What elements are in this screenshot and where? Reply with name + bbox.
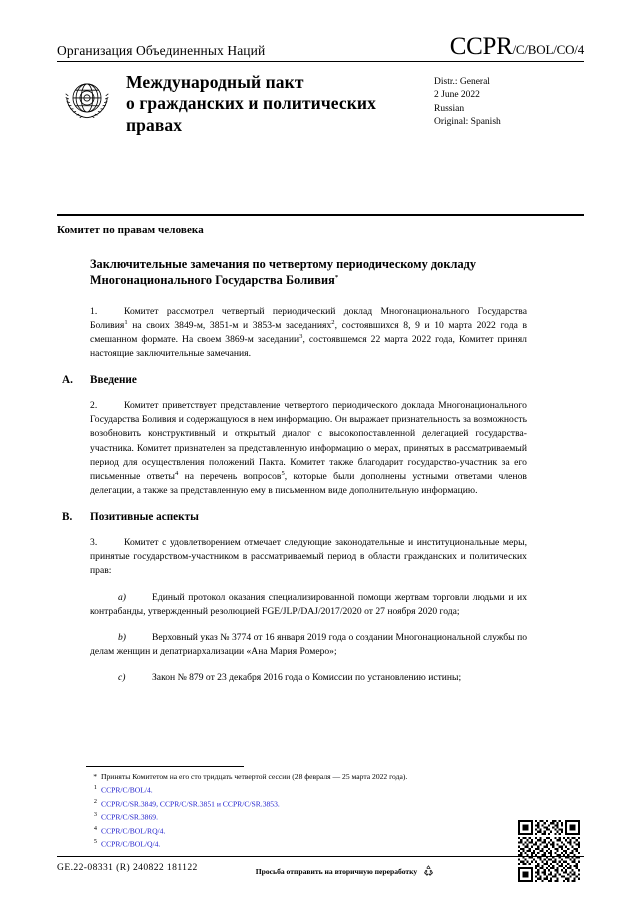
footnote-text: Приняты Комитетом на его сто тридцать четвертой сессии (28 февраля — 25 марта 2022 года).	[101, 772, 408, 781]
footnote-2	[86, 797, 516, 811]
paragraph-2-text-c: , которые были дополнены устными ответами членов делегации, а также за представленную ему в письменном виде дополнительную информацию.	[90, 470, 527, 496]
masthead	[57, 34, 584, 136]
list-item-text: Верховный указ № 3774 от 16 января 2019 года о создании Многонациональной службы по делам женщин и депатриархализации «Ана Мария Ромеро»;	[90, 631, 527, 657]
section-heading-a	[62, 374, 584, 386]
footnote-3	[86, 810, 516, 824]
paragraph-3	[90, 536, 527, 578]
paragraph-1-text-b: на своих 3849-м, 3851-м и 3853-м заседаниях	[127, 320, 332, 332]
list-item	[90, 631, 527, 659]
header-section-rule	[57, 214, 584, 216]
recycle-icon	[420, 870, 435, 879]
footnote-marker: 5	[93, 838, 97, 846]
paragraph-1-text-a: Комитет рассмотрел четвертый периодический доклад Многонационального Государства Боливия	[90, 306, 527, 332]
committee-name: Комитет по правам человека	[57, 224, 204, 236]
paragraph-2-footnote-5: 5	[281, 469, 285, 477]
list-item-label: b)	[118, 631, 126, 643]
footnote-1	[86, 783, 516, 797]
page-footer	[57, 862, 584, 879]
un-emblem-icon	[61, 73, 113, 125]
footnote-link[interactable]: CCPR/C/BOL/4.	[101, 785, 153, 795]
list-item-text: Закон № 879 от 23 декабря 2016 года о Комиссии по установлению истины;	[152, 672, 462, 684]
paragraph-1-text-c: , состоявшихся 8, 9 и 10 марта 2022 года в смешанном формате. На своем 3869-м заседании	[90, 320, 527, 346]
covenant-title-line-1: Международный пакт	[126, 72, 304, 92]
covenant-title	[126, 71, 426, 136]
masthead-body-row	[57, 71, 584, 136]
covenant-title-line-2: о гражданских и политических	[126, 93, 376, 114]
document-title-text: Заключительные замечания по четвертому периодическому докладу Многонационального Государства Боливия	[90, 257, 477, 288]
list-item	[90, 591, 527, 619]
section-heading-b	[62, 511, 584, 523]
organization-name: Организация Объединенных Наций	[57, 43, 266, 59]
footnote-marker: *	[93, 772, 97, 781]
document-date: 2 June 2022	[434, 90, 480, 101]
section-b-title: Позитивные аспекты	[90, 510, 199, 523]
footnote-4	[86, 824, 516, 838]
footnote-marker: 3	[93, 811, 97, 819]
recycle-note	[256, 862, 435, 879]
document-symbol-main: CCPR	[449, 33, 513, 60]
document-symbol	[450, 34, 584, 59]
paragraph-3-text: Комитет с удовлетворением отмечает следующие законодательные и институциональные меры, принятые государством-участником в рассматриваемый период в области гражданских и политических прав:	[90, 536, 527, 576]
footnote-marker: 1	[93, 783, 97, 791]
footnote-separator	[86, 766, 244, 767]
footnote-marker: 2	[93, 797, 97, 805]
recycle-note-text: Просьба отправить на вторичную переработку	[255, 867, 418, 876]
original-language: Original: Spanish	[434, 117, 501, 128]
distribution-type: Distr.: General	[434, 77, 490, 87]
covenant-title-line-3: правах	[126, 114, 183, 135]
document-title	[90, 256, 522, 288]
job-number: GE.22-08331 (R) 240822 181122	[57, 862, 198, 873]
list-item-label: a)	[118, 591, 126, 603]
footnote-5	[86, 837, 516, 851]
paragraph-1	[90, 305, 527, 361]
paragraph-1-footnote-1: 1	[124, 319, 128, 327]
list-item-text: Единый протокол оказания специализированной помощи жертвам торговли людьми и их контрабанды, утвержденный резолюцией FGE/JLP/DAJ/2017/2020 от 27 ноября 2020 года;	[90, 591, 527, 617]
section-a-letter: A.	[62, 374, 73, 387]
paragraph-3-number: 3.	[90, 536, 98, 548]
paragraph-2	[90, 399, 527, 497]
masthead-divider	[57, 61, 584, 62]
paragraph-1-text-d: , состоявшемся 22 марта 2022 года, Комитет принял настоящие заключительные замечания.	[90, 334, 527, 360]
paragraph-1-footnote-2: 2	[331, 319, 335, 327]
paragraph-2-footnote-4: 4	[175, 469, 179, 477]
masthead-top-row	[57, 34, 584, 61]
footnote-link[interactable]: CCPR/C/SR.3869.	[101, 812, 158, 822]
footnote-link[interactable]: CCPR/C/BOL/RQ/4.	[101, 826, 166, 836]
document-language: Russian	[434, 103, 465, 114]
footnote-marker: 4	[93, 824, 97, 832]
paragraph-1-footnote-3: 3	[299, 333, 303, 341]
document-content	[57, 224, 584, 697]
paragraph-2-text-b: на перечень вопросов	[178, 470, 282, 482]
paragraph-2-text-a: Комитет приветствует представление четвертого периодического доклада Многонационального Государства Боливия и содержащуюся в нем информацию. Он выражает признательность за возможность возобновить конструктивный и открытый диалог с высокопоставленной делегацией государства-участника. Комитет признателен за представленную информацию о мерах, принятых в рассматриваемый период для осуществления положений Пакта. Комитет также благодарит государство-участник за его письменные ответы	[90, 400, 527, 482]
section-b-letter: B.	[62, 510, 73, 523]
footnote-asterisk	[86, 771, 516, 783]
list-item	[90, 671, 527, 685]
document-title-footnote-marker: *	[334, 274, 339, 281]
paragraph-1-number: 1.	[90, 306, 98, 318]
distribution-block	[434, 71, 584, 130]
footnotes-block	[86, 766, 516, 851]
list-item-label: c)	[118, 672, 126, 684]
footer-rule	[57, 856, 584, 857]
paragraph-2-number: 2.	[90, 400, 98, 412]
section-a-title: Введение	[90, 374, 137, 387]
footnote-link[interactable]: CCPR/C/SR.3849, CCPR/C/SR.3851 и CCPR/C/SR.3853.	[101, 799, 280, 809]
document-symbol-suffix: /C/BOL/CO/4	[512, 42, 584, 57]
footnote-link[interactable]: CCPR/C/BOL/Q/4.	[101, 839, 161, 849]
